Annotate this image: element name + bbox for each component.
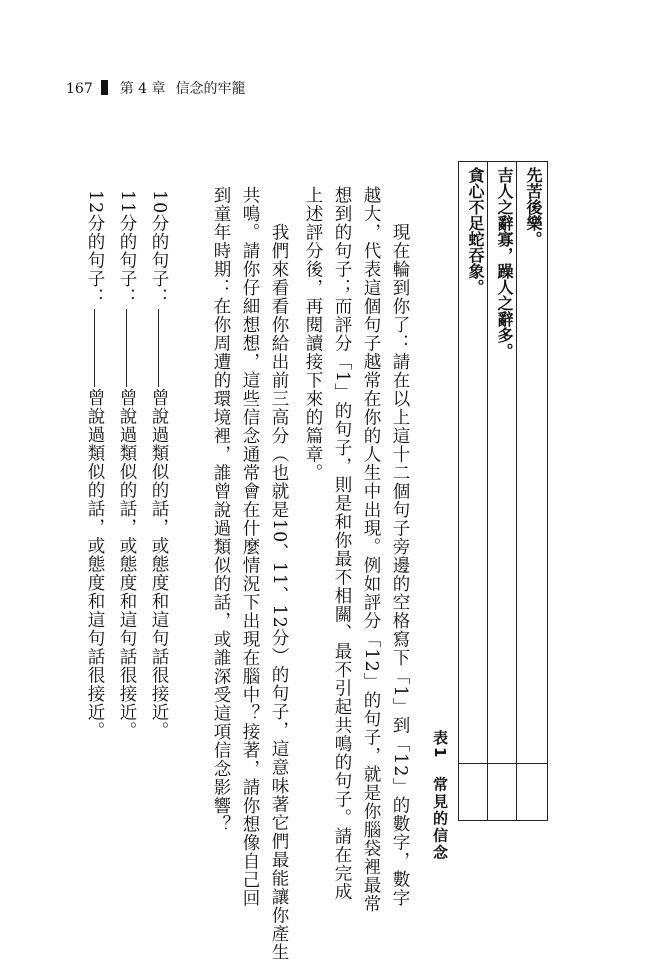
- paragraph-line: 越大，代表這個句子越常在你的人生中出現。例如評分「12」的句子，就是你腦袋裡最常: [361, 186, 381, 914]
- prompt-11: [113, 190, 141, 740]
- chapter-label: 第 4 章: [119, 81, 166, 97]
- prompt-label: 10分的句子：: [149, 190, 169, 307]
- table-row-2: 吉人之辭寡，躁人之辭多。: [495, 167, 514, 359]
- table-column-divider: [516, 161, 517, 821]
- running-header: [66, 80, 246, 98]
- table-row-1: 先苦後樂。: [524, 167, 543, 247]
- paragraph-line: 現在輪到你了：請在以上這十二個句子旁邊的空格寫下「1」到「12」的數字，數字: [390, 186, 410, 907]
- chapter-title: 信念的牢籠: [175, 81, 246, 97]
- paragraph-line: 到童年時期：在你周遭的環境裡，誰曾說過類似的話，或誰深受這項信念影響？: [211, 186, 231, 834]
- prompt-answer-text: 曾說過類似的話，或態度和這句話很接近。: [85, 388, 105, 741]
- page-number: 167: [66, 81, 93, 97]
- prompt-12: [81, 190, 109, 740]
- prompt-label: 12分的句子：: [85, 190, 105, 307]
- header-marker: [101, 80, 108, 95]
- paragraph-line: 想到的句子；而評分「1」的句子，則是和你最不相關、最不引起共鳴的句子。請在完成: [332, 186, 352, 902]
- answer-blank[interactable]: [158, 309, 160, 387]
- prompt-10: [145, 190, 173, 740]
- answer-blank[interactable]: [94, 309, 96, 387]
- table-column-divider: [487, 161, 488, 821]
- paragraph-line: 上述評分後，再閱讀接下來的篇章。: [303, 186, 323, 482]
- prompt-label: 11分的句子：: [117, 190, 137, 307]
- table-score-divider: [458, 763, 548, 764]
- prompt-answer-text: 曾說過類似的話，或態度和這句話很接近。: [149, 388, 169, 741]
- table-row-3: 貪心不足蛇吞象。: [466, 167, 485, 295]
- paragraph-line: 共鳴。請你仔細想想，這些信念通常會在什麼情況下出現在腦中？接著，請你想像自己回: [240, 186, 260, 908]
- answer-blank[interactable]: [126, 309, 128, 387]
- prompt-answer-text: 曾說過類似的話，或態度和這句話很接近。: [117, 388, 137, 741]
- table-caption: 表1 常見的信念: [431, 730, 449, 862]
- paragraph-line: 我們來看看你給出前三高分（也就是10、11、12分）的句子，這意味著它們最能讓你產生: [269, 186, 289, 962]
